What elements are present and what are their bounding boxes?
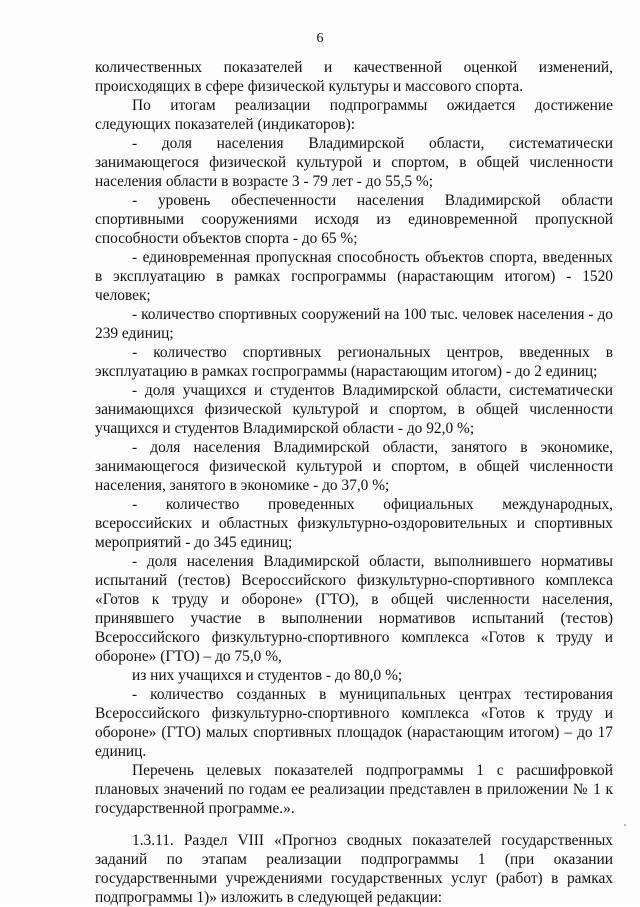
list-item-events-count: - количество проведенных официальных международных, всероссийских и областных физкультурно-оздоровительных и спортивных мероприятий - до 345 единиц; — [95, 496, 613, 551]
list-item-gto-students: из них учащихся и студентов - до 80,0 %; — [132, 667, 403, 684]
list-item-facilities-per-100k: - количество спортивных сооружений на 100 тыс. человек населения - до 239 единиц; — [95, 306, 613, 342]
paragraph-section-viii: 1.3.11. Раздел VIII «Прогноз сводных показателей государственных заданий по этапам реализации подпрограммы 1 (при оказании государственными учреждениями государственных услуг (работ) в рамках подпрограммы 1)» изложить в следующей редакции: — [95, 832, 613, 906]
page-number: 6 — [316, 31, 324, 46]
list-item-employed-share: - доля населения Владимирской области, занятого в экономике, занимающегося физической культурой и спортом, в общей численности населения, занятого в экономике - до 37,0 %; — [95, 439, 613, 494]
scan-speck — [624, 824, 626, 826]
list-item-capacity: - единовременная пропускная способность объектов спорта, введенных в эксплуатацию в рамках госпрограммы (нарастающим итогом) - 1520 человек; — [95, 249, 613, 304]
document-body — [95, 58, 613, 907]
list-item-students-share: - доля учащихся и студентов Владимирской области, систематически занимающихся физической культурой и спортом, в общей численности учащихся и студентов Владимирской области - до 92,0 %; — [95, 382, 613, 437]
paragraph-expected-results: По итогам реализации подпрограммы ожидается достижение следующих показателей (индикаторов): — [95, 97, 613, 133]
list-item-gto-sites: - количество созданных в муниципальных центрах тестирования Всероссийского физкультурно-спортивного комплекса «Готов к труду и обороне» (ГТО) малых спортивных площадок (нарастающим итогом) – до 17 единиц. — [95, 686, 613, 760]
paragraph-continuation: количественных показателей и качественной оценкой изменений, происходящих в сфере физической культуры и массового спорта. — [95, 59, 613, 95]
paragraph-indicators-appendix: Перечень целевых показателей подпрограммы 1 с расшифровкой плановых значений по годам ее реализации представлен в приложении № 1 к государственной программе.». — [95, 762, 613, 817]
list-item-gto-share: - доля населения Владимирской области, выполнившего нормативы испытаний (тестов) Всероссийского физкультурно-спортивного комплекса «Готов к труду и обороне» (ГТО), в общей численности населения, принявшего участие в выполнении нормативов испытаний (тестов) Всероссийского физкультурно-спортивного комплекса «Готов к труду и обороне» (ГТО) – до 75,0 %, — [95, 553, 613, 665]
list-item-regional-centers: - количество спортивных региональных центров, введенных в эксплуатацию в рамках госпрограммы (нарастающим итогом) - до 2 единиц; — [95, 344, 613, 380]
list-item-facility-provision: - уровень обеспеченности населения Владимирской области спортивными сооружениями исходя из единовременной пропускной способности объектов спорта - до 65 %; — [95, 192, 613, 247]
list-item-sports-population-share: - доля населения Владимирской области, систематически занимающегося физической культурой и спортом, в общей численности населения области в возрасте 3 - 79 лет - до 55,5 %; — [95, 135, 613, 190]
